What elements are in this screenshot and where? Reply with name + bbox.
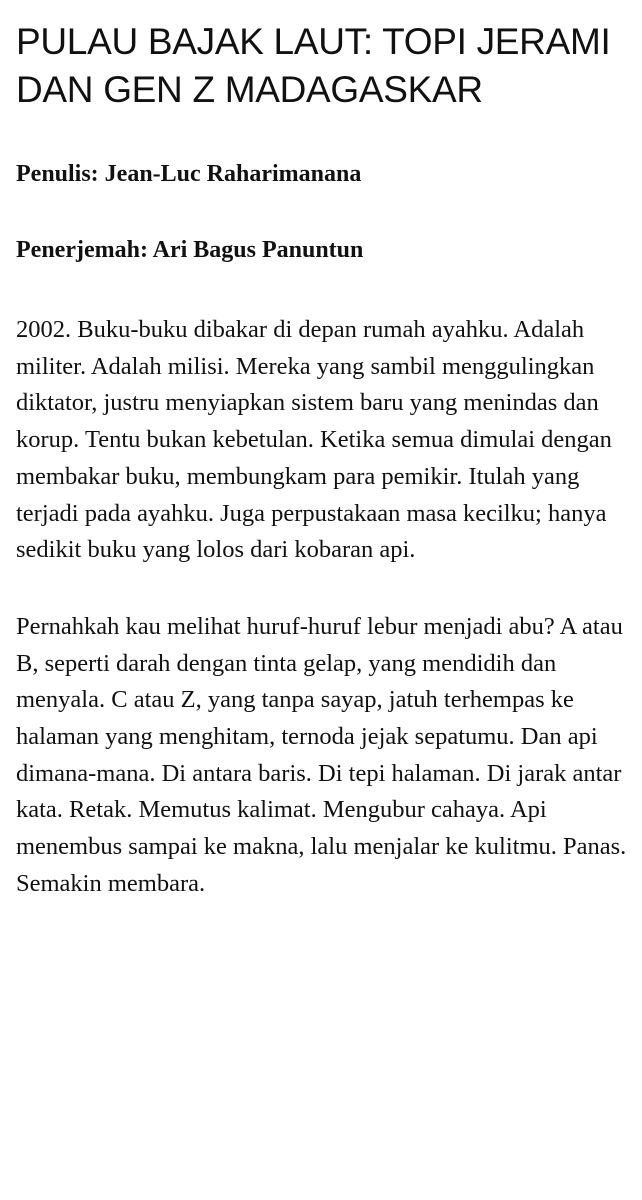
article	[16, 18, 628, 903]
body-paragraph-1: 2002. Buku-buku dibakar di depan rumah ayahku. Adalah militer. Adalah milisi. Mereka yang sambil menggulingkan diktator, justru menyiapkan sistem baru yang menindas dan korup. Tentu bukan kebetulan. Ketika semua dimulai dengan membakar buku, membungkam para pemikir. Itulah yang terjadi pada ayahku. Juga perpustakaan masa kecilku; hanya sedikit buku yang lolos dari kobaran api.	[16, 316, 612, 564]
translator-line: Penerjemah: Ari Bagus Panuntun	[16, 237, 364, 263]
author-line: Penulis: Jean-Luc Raharimanana	[16, 161, 362, 187]
body-paragraph-2: Pernahkah kau melihat huruf-huruf lebur menjadi abu? A atau B, seperti darah dengan tinta gelap, yang mendidih dan menyala. C atau Z, yang tanpa sayap, jatuh terhempas ke halaman yang menghitam, ternoda jejak sepatumu. Dan api dimana-mana. Di antara baris. Di tepi halaman. Di jarak antar kata. Retak. Memutus kalimat. Mengubur cahaya. Api menembus sampai ke makna, lalu menjalar ke kulitmu. Panas. Semakin membara.	[16, 612, 627, 897]
article-title: PULAU BAJAK LAUT: TOPI JERAMI DAN GEN Z MADAGASKAR	[16, 21, 611, 110]
